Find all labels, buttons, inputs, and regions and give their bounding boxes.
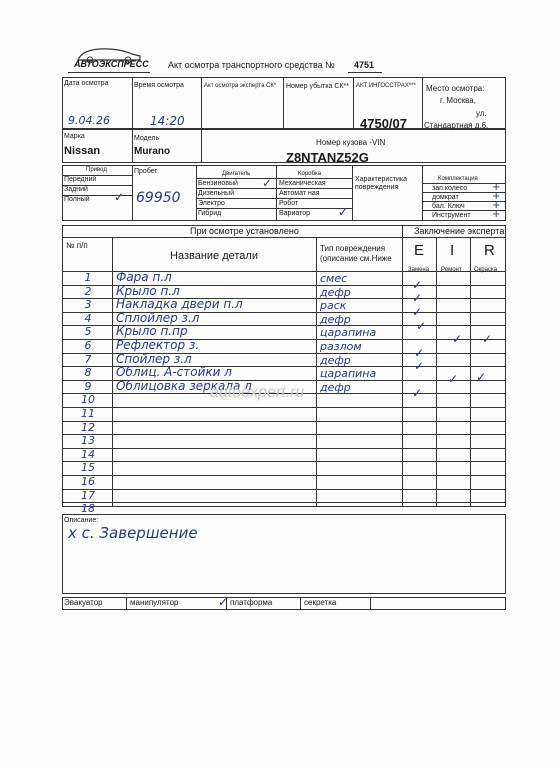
row-damage-type: царапина [320, 326, 377, 340]
date-label: Дата осмотра [64, 80, 109, 87]
row3-replace-check-icon: ✓ [412, 305, 423, 319]
row9-replace-check-icon: ✓ [412, 386, 423, 400]
gearbox-cvt: Вариатор [279, 210, 311, 217]
kit-spare-wheel-mark: + [492, 182, 501, 193]
time-label: Время осмотра [134, 82, 184, 89]
row-number: 16 [81, 475, 95, 488]
row-number: 8 [84, 366, 92, 380]
time-value: 14:20 [150, 114, 185, 128]
col-name-header: Название детали [170, 250, 258, 262]
row5-paint-check-icon: ✓ [482, 332, 493, 346]
kit-wrench: бал. Ключ [432, 203, 465, 210]
footer-secret: секретка [304, 598, 337, 607]
row-part-name: Облиц. А-стойки л [116, 365, 232, 380]
row2-replace-check-icon: ✓ [412, 291, 423, 305]
col-i-header: I [450, 242, 455, 259]
engine-petrol: Бензиновый [198, 180, 238, 187]
row-divider [62, 475, 506, 476]
row-number: 3 [84, 298, 92, 312]
row-damage-type: раск [320, 299, 347, 313]
kit-jack: домкрат [432, 194, 459, 201]
col-type-header: Тип повреждения (описание см.Ниже [320, 244, 392, 263]
row1-replace-check-icon: ✓ [412, 278, 423, 292]
kit-tools-mark: + [492, 209, 501, 220]
row-number: 13 [81, 434, 95, 448]
row-number: 1 [84, 271, 92, 284]
row8-paint-check-icon: ✓ [476, 370, 487, 384]
sub-repair: Ремонт [441, 267, 462, 273]
row-damage-type: дефр [320, 380, 351, 394]
vehicle-row [62, 129, 506, 163]
place-line-3: Стандартная д.6, [424, 121, 489, 130]
row-part-name: Накладка двери п.л [116, 297, 243, 312]
drive-title: Привод [86, 167, 107, 173]
gearbox-auto: Автомат ная [279, 190, 320, 197]
gearbox-cvt-check-icon: ✓ [338, 205, 349, 219]
place-line-1: г. Москва, [440, 96, 476, 105]
row7-replace-check-icon: ✓ [414, 359, 425, 373]
row-damage-type: царапина [320, 367, 377, 381]
kit-jack-mark: + [492, 191, 501, 202]
row8-repair-check-icon: ✓ [448, 372, 459, 386]
col-number-header: № п/п [66, 241, 88, 250]
row-part-name: Фара п.л [116, 270, 172, 284]
kit-spare-wheel: зап.колесо [432, 185, 468, 192]
row-number: 11 [81, 407, 95, 420]
row-damage-type: дефр [320, 312, 351, 326]
gearbox-title: Коробка [298, 171, 322, 177]
row-divider [62, 461, 506, 462]
row-divider [62, 407, 506, 408]
row-number: 17 [81, 488, 95, 502]
watermark: autoexpert.ru [210, 384, 305, 401]
drive-full: Полный [64, 196, 90, 203]
footer-evacuator: Эвакуатор [64, 598, 103, 607]
ingos-label: АКТ ИНГОССТРАХ*** [356, 83, 416, 89]
drive-full-check-icon: ✓ [114, 190, 125, 204]
row5-repair-check-icon: ✓ [452, 332, 463, 346]
expert-conclusion-title: Заключение эксперта [414, 226, 505, 236]
row-number: 6 [84, 339, 92, 352]
engine-electric: Электро [198, 200, 225, 207]
row-divider [62, 489, 506, 490]
kit-title: Комплектация [438, 176, 478, 182]
row-damage-type: разлом [320, 340, 362, 353]
ingos-value: 4750/07 [360, 116, 407, 131]
row-divider [62, 502, 506, 503]
damage-char-title: Характеристика повреждения [355, 176, 408, 191]
drive-front: Передний [64, 176, 97, 183]
gearbox-manual: Механическая [279, 180, 326, 187]
row-divider [62, 421, 506, 422]
date-value: 9.04.26 [68, 114, 110, 127]
row-number: 15 [81, 461, 95, 475]
section-title: При осмотре установлено [190, 226, 299, 236]
kit-wrench-mark: + [492, 200, 501, 211]
row-part-name: Рефлектор з. [116, 338, 200, 352]
row-part-name: Спойлер з.л [116, 351, 192, 366]
row-part-name: Сплойлер з.л [116, 310, 200, 325]
make-label: Марка [64, 133, 85, 140]
logo-text: АВТОЭКСПРЕСС [74, 59, 149, 69]
place-label: Место осмотра: [426, 84, 485, 93]
row-divider [62, 434, 506, 435]
engine-diesel: Дизельный [198, 190, 234, 197]
loss-number-label: Номер убытка СК** [286, 83, 349, 90]
row-number: 9 [84, 379, 92, 393]
gearbox-robot: Робот [279, 200, 299, 207]
model-value: Murano [134, 146, 171, 157]
model-label: Модель [134, 135, 160, 142]
row4-replace-check-icon: ✓ [416, 319, 427, 333]
engine-petrol-check-icon: ✓ [262, 176, 273, 190]
place-line-2: ул. [476, 109, 487, 118]
description-label: Описание: [64, 517, 99, 524]
footer-manipulator: манипулятор [130, 598, 179, 607]
row-divider [62, 448, 506, 449]
vin-value: Z8NTANZ52G [286, 150, 369, 165]
act-number: 4751 [354, 60, 375, 70]
sub-replace: Замена [408, 267, 430, 273]
expert-label: Акт осмотра эксперта СК* [204, 83, 277, 89]
mileage-label: Пробег [134, 168, 158, 175]
row-damage-type: смес [320, 272, 348, 285]
row-number: 2 [84, 284, 92, 298]
kit-tools: Инструмент [432, 212, 471, 219]
drive-rear: Задний [64, 186, 88, 193]
engine-title: Двигатель [222, 171, 251, 177]
make-value: Nissan [64, 145, 101, 157]
row-number: 4 [84, 311, 92, 325]
footer-row [62, 597, 506, 610]
row-number: 18 [81, 502, 95, 516]
footer-platform: платформа [230, 598, 273, 607]
row-damage-type: дефр [320, 285, 351, 299]
act-title: Акт осмотра транспортного средства № [168, 60, 335, 70]
col-e-header: E [414, 242, 425, 259]
mileage-value: 69950 [136, 190, 181, 206]
row-number: 10 [81, 393, 95, 407]
row6-replace-check-icon: ✓ [414, 346, 425, 360]
row-number: 5 [84, 325, 92, 339]
row-number: 7 [84, 352, 92, 366]
row-part-name: Крыло п.л [116, 283, 180, 298]
footer-manipulator-check-icon: ✓ [218, 595, 229, 609]
sub-paint: Окраска [474, 267, 498, 273]
row-number: 14 [81, 447, 95, 461]
col-r-header: R [484, 242, 495, 259]
row-number: 12 [81, 420, 95, 434]
description-value: х с. Завершение [68, 524, 198, 542]
row-part-name: Крыло п.пр [116, 324, 188, 339]
engine-hybrid: Гибрид [198, 210, 222, 217]
vin-label: Номер кузова -VIN [316, 138, 386, 147]
row-part-name: Облицовка зеркала л [116, 378, 252, 393]
row-damage-type: дефр [320, 353, 351, 367]
